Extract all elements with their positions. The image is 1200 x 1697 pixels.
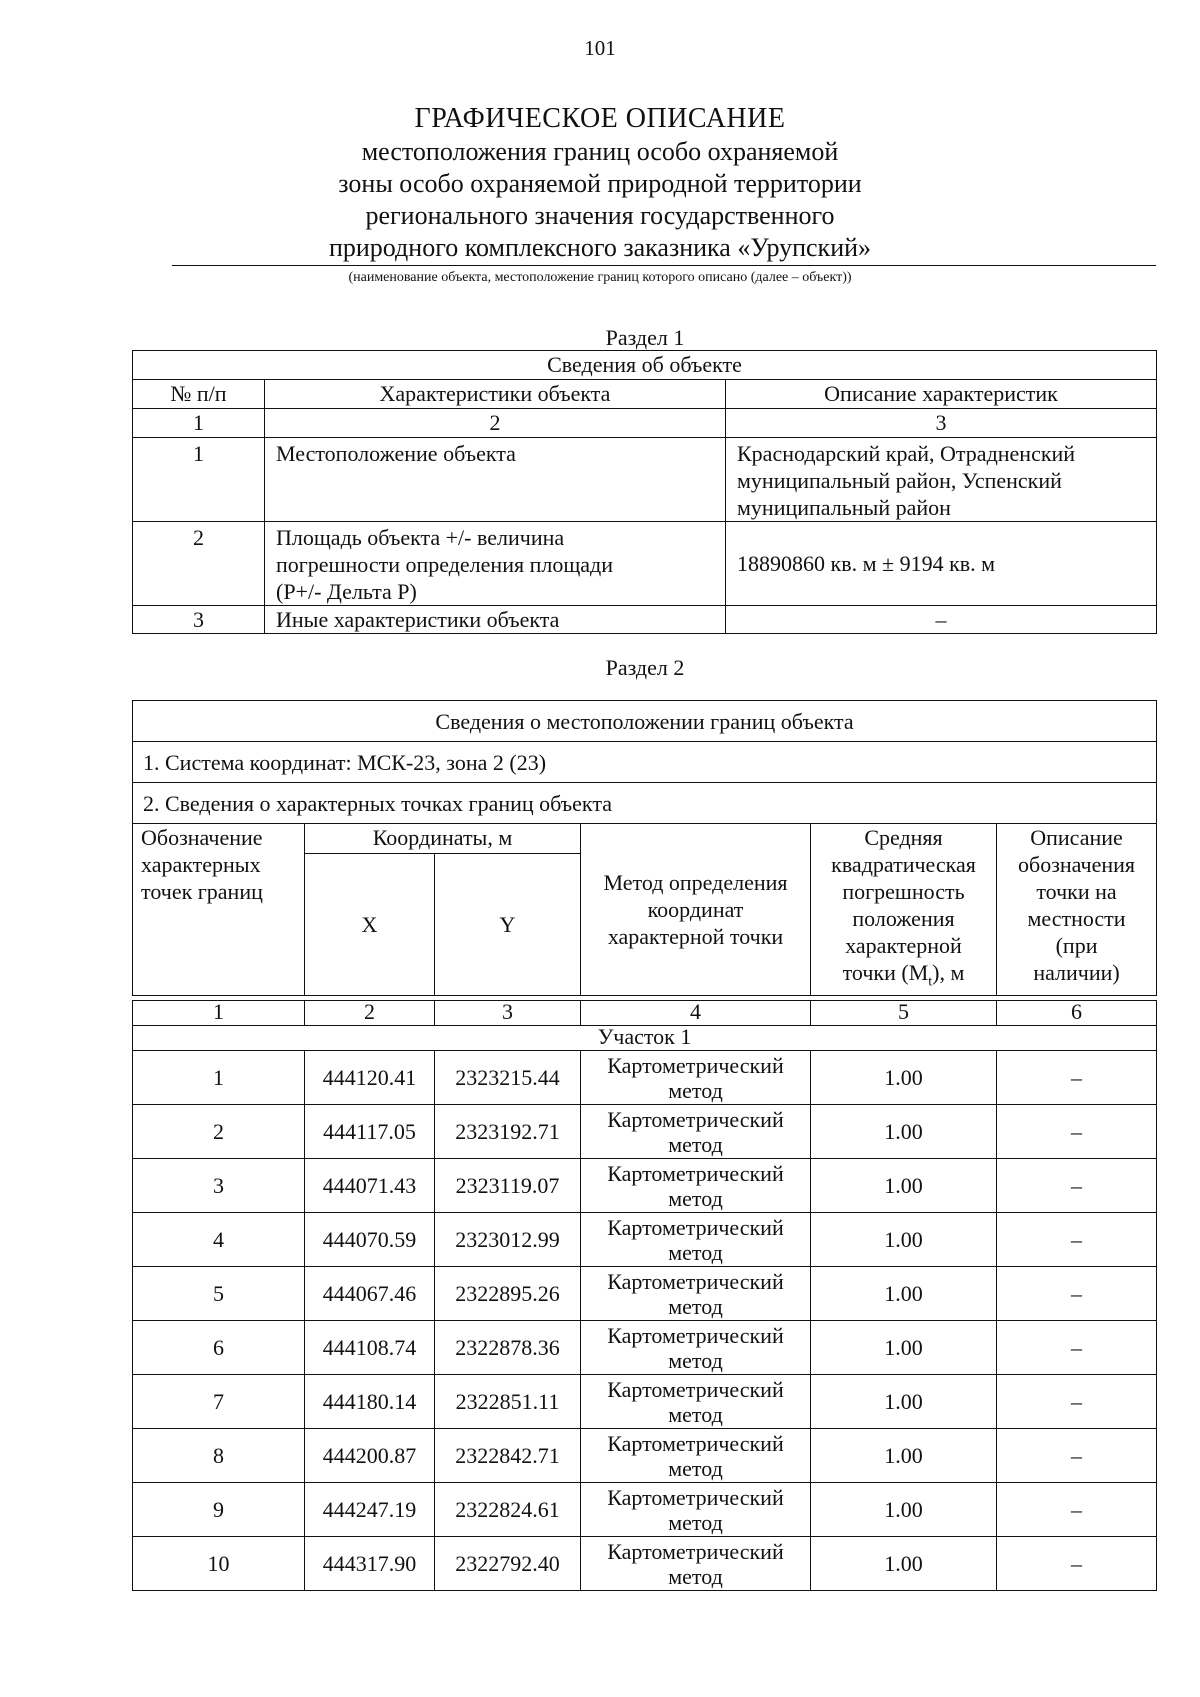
text-line: метод <box>668 1509 723 1535</box>
text-part: точки (М <box>842 960 929 985</box>
text-line: муниципальный район <box>737 495 951 520</box>
characteristic-name <box>265 606 726 634</box>
title-underline <box>172 265 1156 266</box>
header-cell: № п/п <box>133 380 265 409</box>
method <box>581 1267 811 1321</box>
header-cell: Характеристики объекта <box>265 380 726 409</box>
method <box>581 1429 811 1483</box>
header-method <box>581 824 811 996</box>
point-number: 2 <box>133 1105 305 1159</box>
text-line: Картометрический <box>607 1538 784 1564</box>
text-line: Картометрический <box>607 1160 784 1186</box>
point-number: 7 <box>133 1375 305 1429</box>
text-line: Картометрический <box>607 1268 784 1294</box>
point-number: 3 <box>133 1159 305 1213</box>
text-line: точки на <box>1036 879 1117 904</box>
text-line: Картометрический <box>607 1052 784 1078</box>
text-line: Площадь объекта +/- величина <box>276 525 565 550</box>
error-value: 1.00 <box>811 1213 997 1267</box>
coord-y: 2322878.36 <box>435 1321 581 1375</box>
point-description: – <box>997 1051 1157 1105</box>
text-line: муниципальный район, Успенский <box>737 468 1062 493</box>
text-line: метод <box>668 1239 723 1265</box>
point-description: – <box>997 1429 1157 1483</box>
title-line: природного комплексного заказника «Урупский» <box>328 233 872 262</box>
method <box>581 1321 811 1375</box>
point-description: – <box>997 1483 1157 1537</box>
point-description: – <box>997 1321 1157 1375</box>
text-line: Картометрический <box>607 1376 784 1402</box>
text-line: Картометрический <box>607 1322 784 1348</box>
text-line: метод <box>668 1401 723 1427</box>
coord-y: 2322792.40 <box>435 1537 581 1591</box>
error-value: 1.00 <box>811 1051 997 1105</box>
text-line: Картометрический <box>607 1214 784 1240</box>
error-value: 1.00 <box>811 1267 997 1321</box>
method <box>581 1483 811 1537</box>
table-title: Сведения об объекте <box>133 351 1157 380</box>
point-description: – <box>997 1537 1157 1591</box>
text-line: метод <box>668 1293 723 1319</box>
coord-x: 444120.41 <box>305 1051 435 1105</box>
coord-y: 2322895.26 <box>435 1267 581 1321</box>
table-row <box>133 522 1157 606</box>
text-line: метод <box>668 1455 723 1481</box>
points-title: 2. Сведения о характерных точках границ объекта <box>133 783 1157 824</box>
point-description: – <box>997 1213 1157 1267</box>
text-line: Описание <box>1030 825 1123 850</box>
coord-y: 2322824.61 <box>435 1483 581 1537</box>
row-number: 3 <box>133 606 265 634</box>
text-line: метод <box>668 1185 723 1211</box>
table-row <box>133 1051 1157 1105</box>
text-line: обозначения <box>1018 852 1136 877</box>
subscript: t <box>928 974 933 990</box>
section2-label: Раздел 2 <box>605 655 685 680</box>
page-number: 101 <box>584 36 616 60</box>
title-caption: (наименование объекта, местоположение границ которого описано (далее – объект)) <box>348 270 852 285</box>
text-line: Краснодарский край, Отрадненский <box>737 441 1076 466</box>
coord-x: 444247.19 <box>305 1483 435 1537</box>
method <box>581 1105 811 1159</box>
text-line: характерной <box>845 933 962 958</box>
characteristic-name <box>265 522 726 606</box>
table-row <box>133 1105 1157 1159</box>
point-number: 4 <box>133 1213 305 1267</box>
row-number: 2 <box>133 522 265 606</box>
column-number: 2 <box>305 1001 435 1026</box>
coord-y: 2323119.07 <box>435 1159 581 1213</box>
error-value: 1.00 <box>811 1537 997 1591</box>
table-row <box>133 1267 1157 1321</box>
method <box>581 1375 811 1429</box>
coord-x: 444180.14 <box>305 1375 435 1429</box>
table-title: Сведения о местоположении границ объекта <box>133 701 1157 742</box>
text-line: местности <box>1027 906 1126 931</box>
column-number: 1 <box>133 1001 305 1026</box>
method <box>581 1159 811 1213</box>
object-info-table <box>132 350 1157 634</box>
text-line: (Р+/- Дельта Р) <box>276 579 417 604</box>
text-line: наличии) <box>1033 960 1120 985</box>
coord-y: 2323012.99 <box>435 1213 581 1267</box>
table-row <box>133 1159 1157 1213</box>
text-line: Иные характеристики объекта <box>276 607 560 632</box>
table-row <box>133 1483 1157 1537</box>
column-number: 5 <box>811 1001 997 1026</box>
coord-x: 444067.46 <box>305 1267 435 1321</box>
point-number: 6 <box>133 1321 305 1375</box>
column-number: 3 <box>435 1001 581 1026</box>
text-line: характерной точки <box>607 924 784 950</box>
text-line: Обозначение <box>141 825 263 850</box>
coord-x: 444108.74 <box>305 1321 435 1375</box>
coord-y: 2322842.71 <box>435 1429 581 1483</box>
column-number: 1 <box>133 409 265 438</box>
characteristic-description <box>726 606 1157 634</box>
text-line: Картометрический <box>607 1106 784 1132</box>
error-value: 1.00 <box>811 1159 997 1213</box>
title-heading: ГРАФИЧЕСКОЕ ОПИСАНИЕ <box>414 103 786 134</box>
header-y: Y <box>435 853 581 996</box>
point-number: 5 <box>133 1267 305 1321</box>
header-description <box>997 824 1157 996</box>
point-description: – <box>997 1267 1157 1321</box>
table-row <box>133 438 1157 522</box>
header-coordinates: Координаты, м <box>305 824 581 854</box>
text-line: положения <box>852 906 955 931</box>
text-line: 18890860 кв. м ± 9194 кв. м <box>737 551 996 576</box>
characteristic-name <box>265 438 726 522</box>
coordinate-system: 1. Система координат: МСК-23, зона 2 (23) <box>133 742 1157 783</box>
column-number: 2 <box>265 409 726 438</box>
text-line: координат <box>647 897 744 923</box>
header-x: X <box>305 853 435 996</box>
document-title <box>0 102 1200 264</box>
coord-y: 2323215.44 <box>435 1051 581 1105</box>
header-error <box>811 824 997 996</box>
text-line: точек границ <box>141 879 263 904</box>
text-line: Картометрический <box>607 1484 784 1510</box>
text-part: ), м <box>932 960 965 985</box>
error-value: 1.00 <box>811 1483 997 1537</box>
text-line: (при <box>1055 933 1098 958</box>
text-line: погрешность <box>842 879 965 904</box>
point-number: 9 <box>133 1483 305 1537</box>
text-line: метод <box>668 1563 723 1589</box>
text-line: Метод определения <box>603 870 788 896</box>
boundary-points-table <box>132 700 1157 1591</box>
title-line: зоны особо охраняемой природной территории <box>338 169 862 198</box>
text-line: метод <box>668 1347 723 1373</box>
text-line: квадратическая <box>831 852 976 877</box>
table-row <box>133 1537 1157 1591</box>
table-row <box>133 1429 1157 1483</box>
method <box>581 1051 811 1105</box>
coord-x: 444070.59 <box>305 1213 435 1267</box>
error-value: 1.00 <box>811 1321 997 1375</box>
coord-y: 2323192.71 <box>435 1105 581 1159</box>
title-line: местоположения границ особо охраняемой <box>361 137 839 166</box>
section1-label: Раздел 1 <box>605 325 685 350</box>
header-cell: Описание характеристик <box>726 380 1157 409</box>
coord-x: 444117.05 <box>305 1105 435 1159</box>
text-line: метод <box>668 1131 723 1157</box>
coord-x: 444200.87 <box>305 1429 435 1483</box>
point-number: 1 <box>133 1051 305 1105</box>
column-number: 6 <box>997 1001 1157 1026</box>
text-line: метод <box>668 1077 723 1103</box>
table-row <box>133 1213 1157 1267</box>
header-point-designation <box>133 824 305 996</box>
coord-x: 444071.43 <box>305 1159 435 1213</box>
table-row <box>133 1321 1157 1375</box>
text-line: характерных <box>141 852 261 877</box>
coord-y: 2322851.11 <box>435 1375 581 1429</box>
point-number: 8 <box>133 1429 305 1483</box>
column-number: 4 <box>581 1001 811 1026</box>
title-line: регионального значения государственного <box>365 201 835 230</box>
point-number: 10 <box>133 1537 305 1591</box>
point-description: – <box>997 1159 1157 1213</box>
characteristic-description <box>726 522 1157 606</box>
error-value: 1.00 <box>811 1375 997 1429</box>
table-row <box>133 606 1157 634</box>
column-number: 3 <box>726 409 1157 438</box>
method <box>581 1213 811 1267</box>
row-number: 1 <box>133 438 265 522</box>
method <box>581 1537 811 1591</box>
plot-label: Участок 1 <box>133 1026 1157 1051</box>
text-line: – <box>935 607 947 632</box>
text-line: Местоположение объекта <box>276 441 516 466</box>
point-description: – <box>997 1375 1157 1429</box>
table-row <box>133 1375 1157 1429</box>
text-line: Средняя <box>864 825 943 850</box>
text-line: Картометрический <box>607 1430 784 1456</box>
point-description: – <box>997 1105 1157 1159</box>
characteristic-description <box>726 438 1157 522</box>
text-line <box>811 959 996 995</box>
coord-x: 444317.90 <box>305 1537 435 1591</box>
error-value: 1.00 <box>811 1429 997 1483</box>
error-value: 1.00 <box>811 1105 997 1159</box>
text-line: погрешности определения площади <box>276 552 614 577</box>
